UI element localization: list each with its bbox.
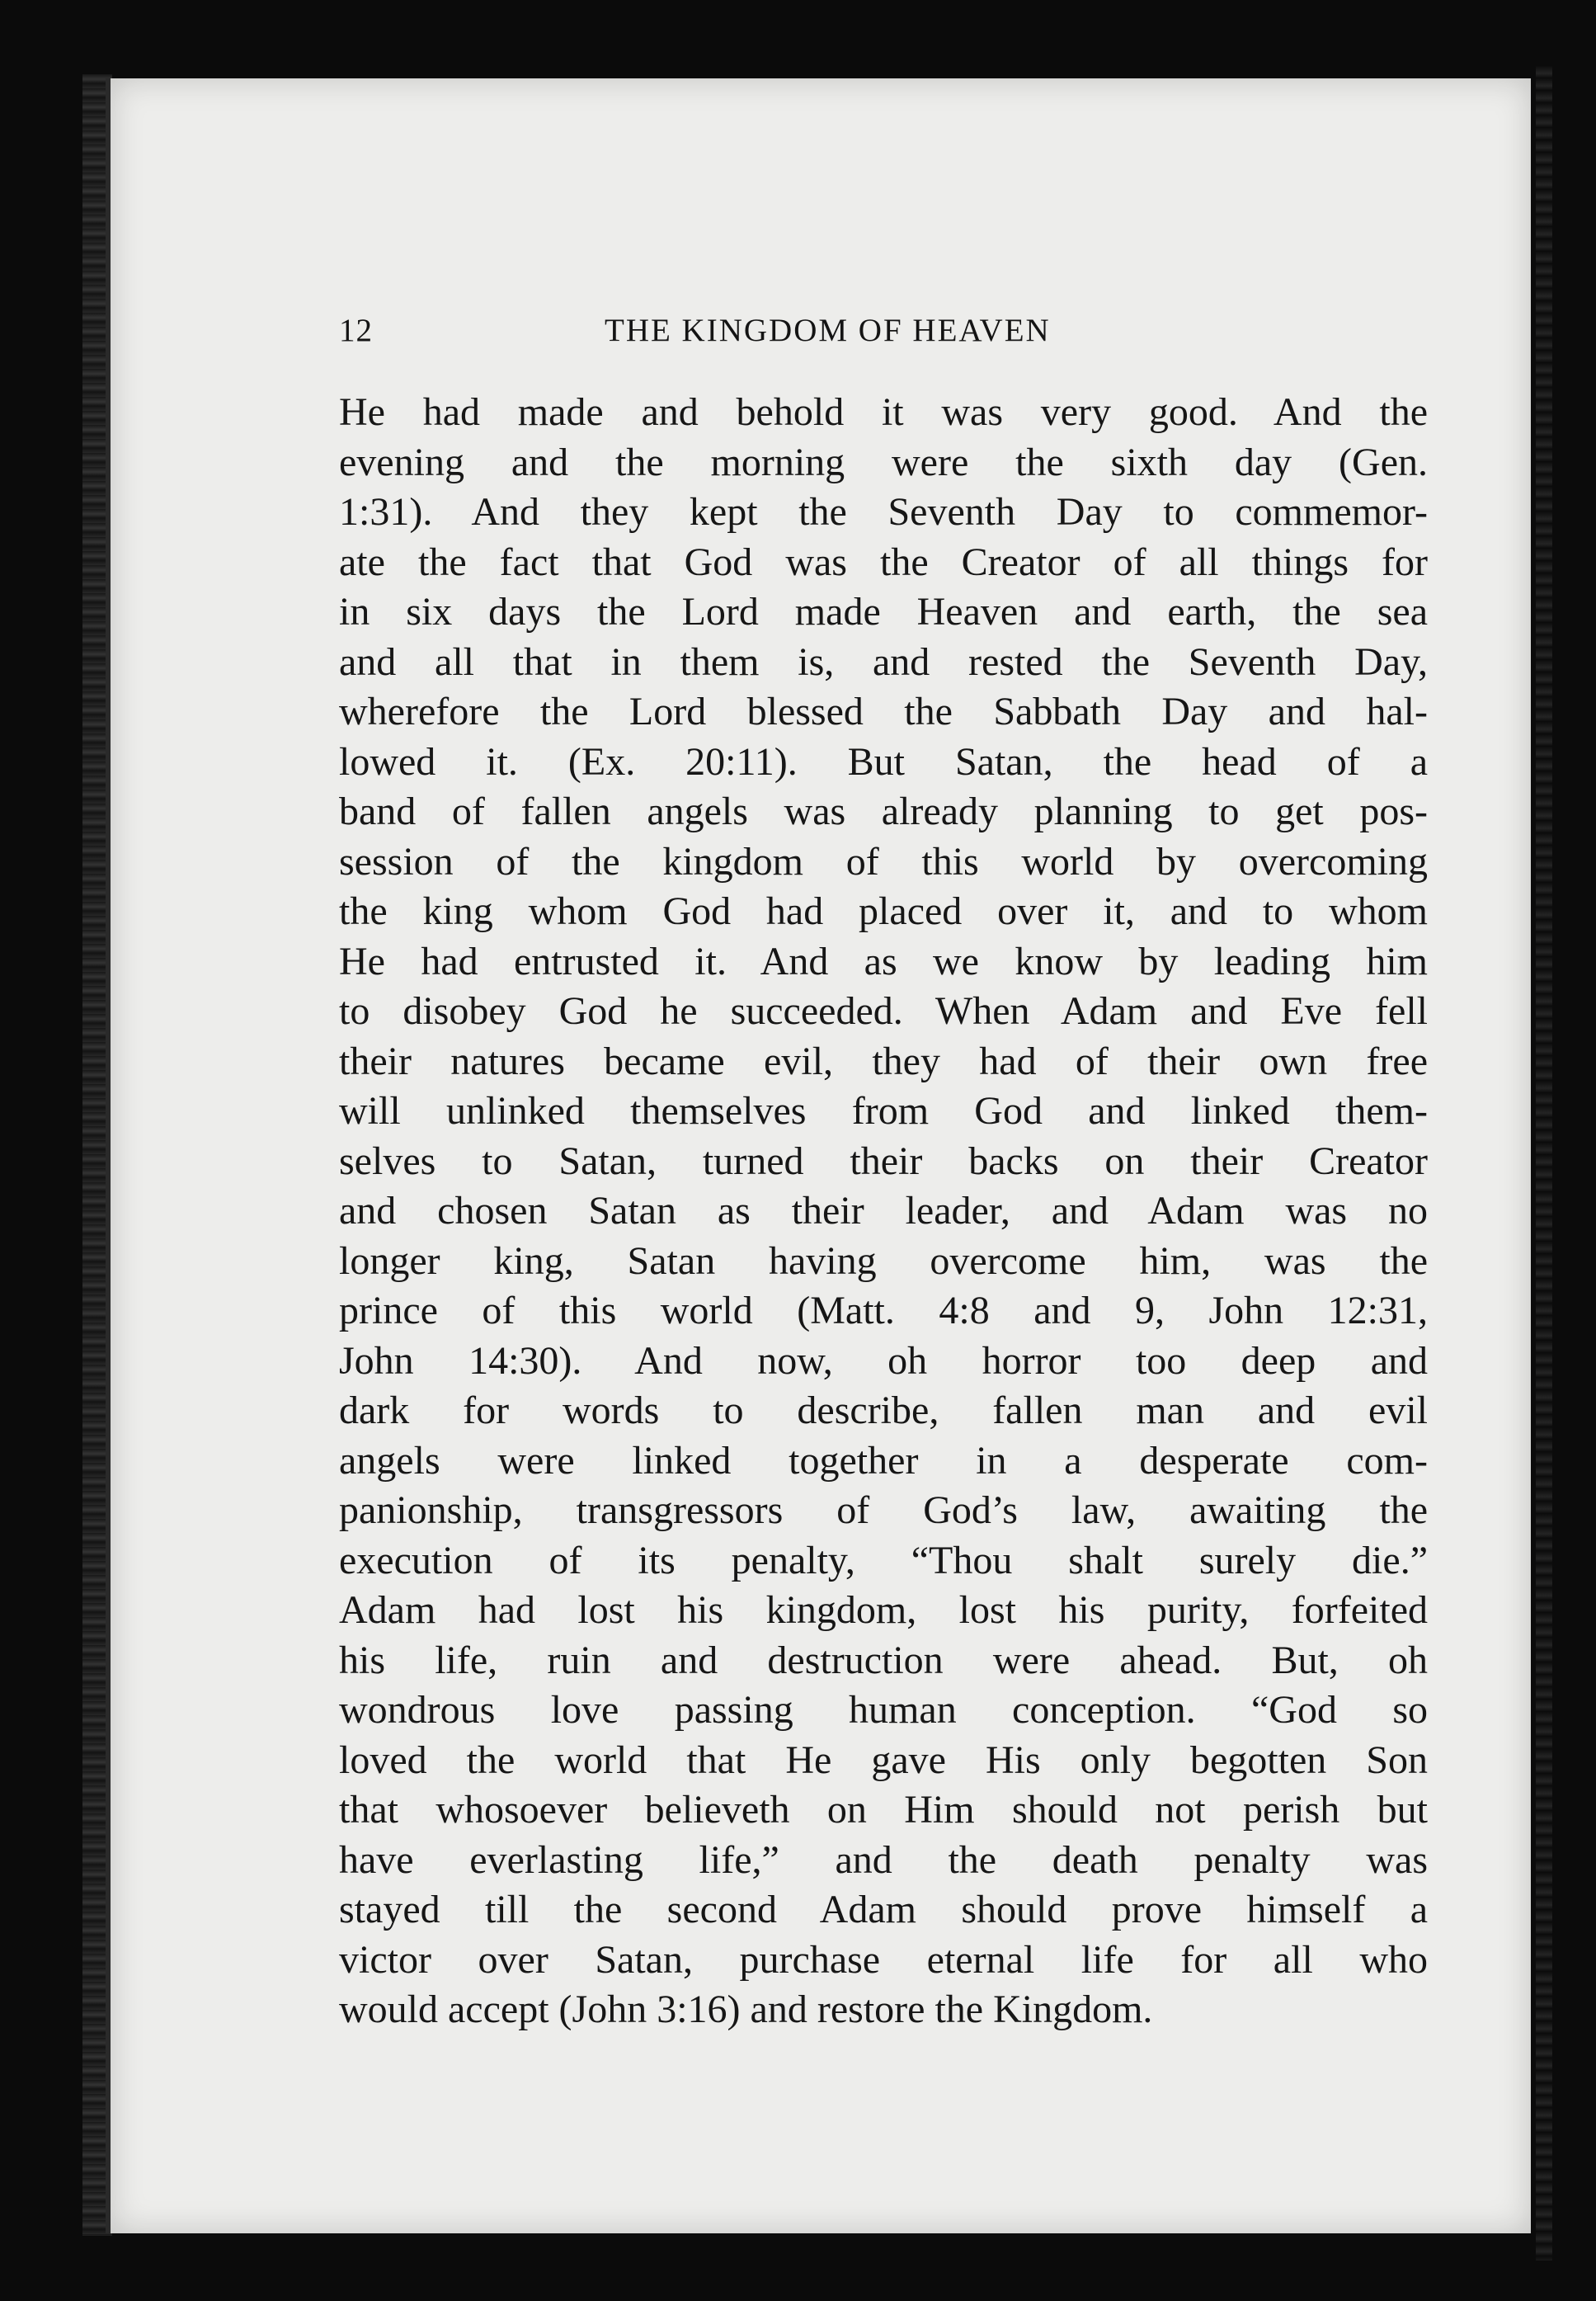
text-line: He had entrusted it. And as we know by leading him	[339, 939, 1428, 983]
text-line: John 14:30). And now, oh horror too deep and	[339, 1338, 1428, 1383]
text-line: and all that in them is, and rested the Seventh Day,	[339, 639, 1428, 684]
text-line: prince of this world (Matt. 4:8 and 9, John 12:31,	[339, 1289, 1428, 1332]
text-line: loved the world that He gave His only begotten Son	[339, 1738, 1428, 1782]
text-line: stayed till the second Adam should prove himself a	[339, 1888, 1428, 1931]
text-line: will unlinked themselves from God and linked them-	[339, 1089, 1428, 1133]
text-line: dark for words to describe, fallen man and evil	[339, 1389, 1428, 1432]
text-line: longer king, Satan having overcome him, was the	[339, 1238, 1428, 1283]
text-line: angels were linked together in a desperate com-	[339, 1438, 1428, 1483]
text-line: 1:31). And they kept the Seventh Day to commemor-	[339, 490, 1428, 534]
text-line: band of fallen angels was already planning to get pos-	[339, 790, 1428, 833]
text-line: wondrous love passing human conception. “God so	[339, 1688, 1428, 1732]
text-line: their natures became evil, they had of their own free	[339, 1039, 1428, 1083]
text-line: his life, ruin and destruction were ahead. But, oh	[339, 1638, 1428, 1682]
running-head: THE KINGDOM OF HEAVEN	[605, 313, 1051, 348]
text-line: have everlasting life,” and the death penalty was	[339, 1837, 1428, 1882]
text-line: panionship, transgressors of God’s law, awaiting the	[339, 1488, 1428, 1532]
text-line: that whosoever believeth on Him should not perish but	[339, 1788, 1428, 1832]
page-header	[339, 312, 1147, 361]
page-edge-right	[1536, 66, 1552, 2261]
text-line: victor over Satan, purchase eternal life for all who	[339, 1937, 1428, 1982]
text-line: selves to Satan, turned their backs on their Creator	[339, 1139, 1428, 1183]
text-line: execution of its penalty, “Thou shalt surely die.”	[339, 1538, 1428, 1582]
text-line: evening and the morning were the sixth day (Gen.	[339, 440, 1428, 484]
page-number: 12	[339, 313, 373, 348]
text-line: Adam had lost his kingdom, lost his purity, forfeited	[339, 1588, 1428, 1632]
text-line: would accept (John 3:16) and restore the Kingdom.	[339, 1987, 1153, 2031]
text-line: the king whom God had placed over it, and to whom	[339, 889, 1428, 933]
text-line: wherefore the Lord blessed the Sabbath Day and hal-	[339, 690, 1428, 733]
body-text	[339, 388, 1428, 2035]
text-line: lowed it. (Ex. 20:11). But Satan, the head of a	[339, 739, 1428, 784]
text-line: He had made and behold it was very good. And the	[339, 390, 1428, 434]
text-line: and chosen Satan as their leader, and Adam was no	[339, 1189, 1428, 1233]
text-line: session of the kingdom of this world by overcoming	[339, 839, 1428, 884]
text-line: ate the fact that God was the Creator of all things for	[339, 540, 1428, 584]
text-line: to disobey God he succeeded. When Adam and Eve fell	[339, 989, 1428, 1033]
text-line: in six days the Lord made Heaven and earth, the sea	[339, 590, 1428, 634]
